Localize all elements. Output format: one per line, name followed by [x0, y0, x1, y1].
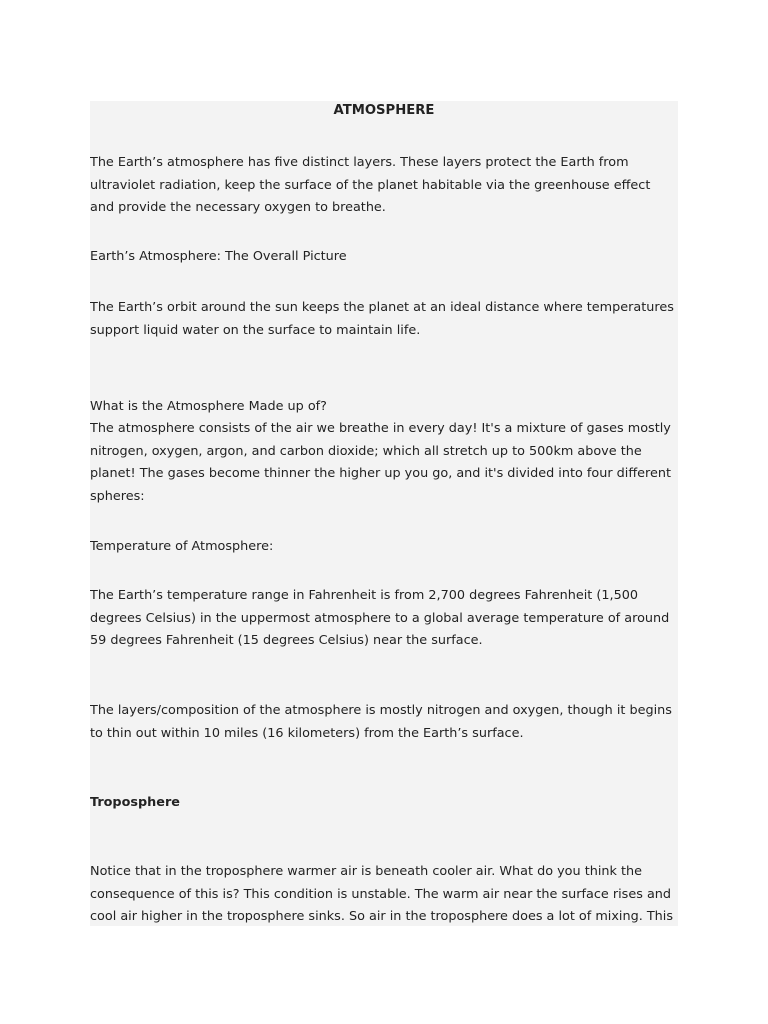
- page-title: ATMOSPHERE: [333, 103, 435, 118]
- paragraph-troposphere: Notice that in the troposphere warmer air is beneath cooler air. What do you think the consequence of this is? This condition is unstable. The warm air near the surface rises and cool air higher in the troposphere sinks. So air in the troposphere does a lot of mixing. This: [90, 864, 674, 925]
- paragraph-orbit: The Earth’s orbit around the sun keeps the planet at an ideal distance where temperatures support liquid water on the surface to maintain life.: [90, 300, 674, 338]
- paragraph-temperature-heading: Temperature of Atmosphere:: [90, 539, 274, 554]
- paragraph-layers: The layers/composition of the atmosphere is mostly nitrogen and oxygen, though it begins to thin out within 10 miles (16 kilometers) from the Earth’s surface.: [90, 703, 672, 741]
- section-heading-troposphere: Troposphere: [90, 795, 180, 810]
- paragraph-temperature: The Earth’s temperature range in Fahrenheit is from 2,700 degrees Fahrenheit (1,500 degrees Celsius) in the uppermost atmosphere to a global average temperature of around 59 degrees Fahrenheit (15 degrees Celsius) near the surface.: [90, 588, 670, 649]
- paragraph-overall-picture-heading: Earth’s Atmosphere: The Overall Picture: [90, 249, 347, 264]
- document-content: [90, 101, 678, 926]
- paragraph-intro: The Earth’s atmosphere has five distinct layers. These layers protect the Earth from ultraviolet radiation, keep the surface of the planet habitable via the greenhouse effect and provide the necessary oxygen to breathe.: [90, 155, 651, 216]
- paragraph-made-up-of-heading: What is the Atmosphere Made up of?: [90, 399, 327, 414]
- paragraph-composition: The atmosphere consists of the air we breathe in every day! It's a mixture of gases mostly nitrogen, oxygen, argon, and carbon dioxide; which all stretch up to 500km above the planet! The gases become thinner the higher up you go, and it's divided into four different spheres:: [90, 421, 672, 504]
